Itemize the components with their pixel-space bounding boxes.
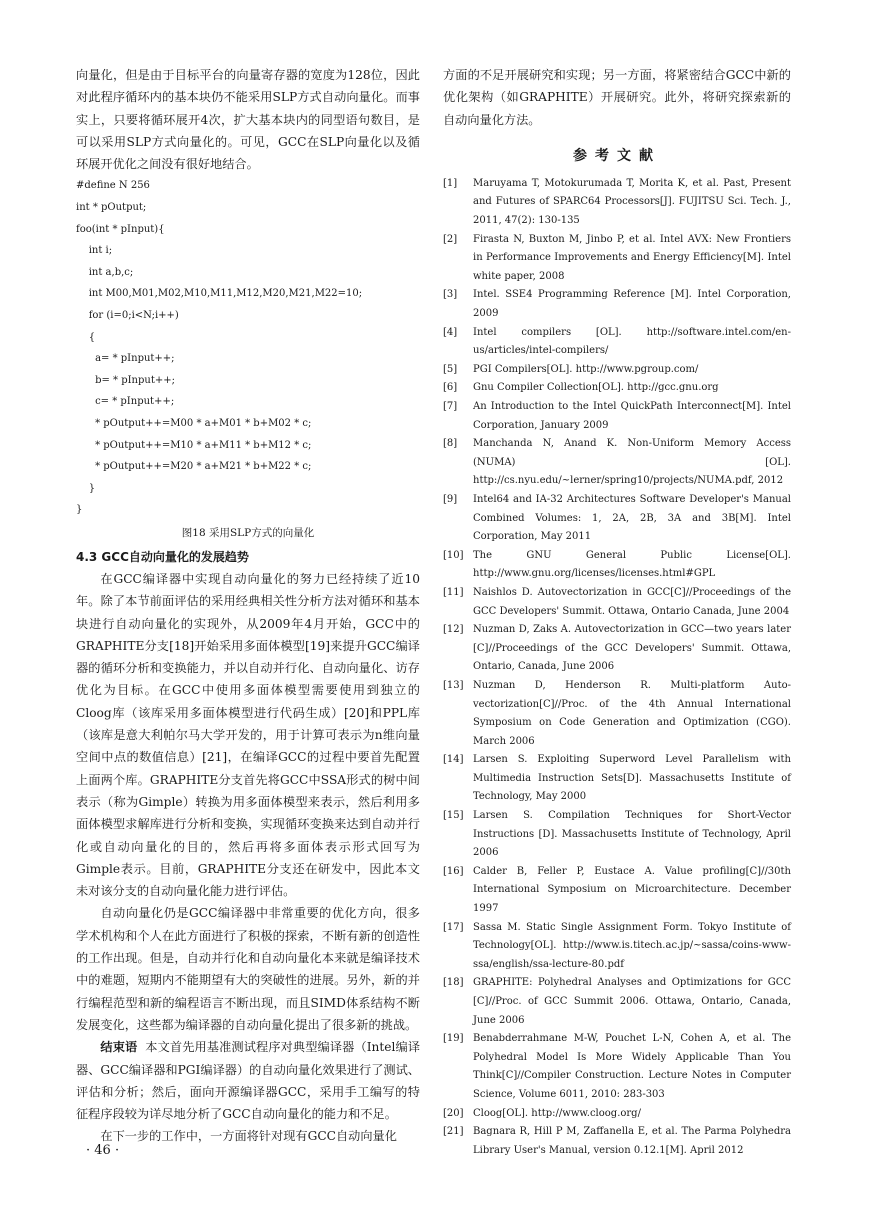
reference-number: [11] [443,586,464,598]
section-heading: 4.3 GCC自动向量化的发展趋势 [76,549,249,564]
reference-item [443,1105,791,1124]
body-paragraph-3: 在下一步的工作中，一方面将针对现有GCC自动向量化 [100,1129,397,1144]
reference-text: Nuzman D, Henderson R. Multi-platform Auto-vectorization[C]//Proc. of the 4th Annual International Symposium on Code Generation and Optimization (CGO). March 2006 [473,679,791,747]
reference-number: [4] [443,326,458,338]
reference-number: [15] [443,810,464,822]
reference-number: [16] [443,865,464,877]
reference-number: [6] [443,382,458,394]
reference-text: Nuzman D, Zaks A. Autovectorization in GCC—two years later [C]//Proceedings of the GCC Developers' Summit. Ottawa, Ontario, Canada, June 2006 [473,624,791,673]
reference-text: Maruyama T, Motokurumada T, Morita K, et al. Past, Present and Futures of SPARC64 Processors[J]. FUJITSU Sci. Tech. J., 2011, 47(2): 130-135 [473,177,791,227]
reference-number: [10] [443,549,464,561]
reference-number: [17] [443,921,464,933]
code-line: int a,b,c; [76,266,134,278]
reference-item [443,286,791,323]
reference-item [443,751,791,807]
reference-number: [7] [443,401,458,413]
reference-item [443,584,791,621]
references-title: 参考文献 [573,147,661,164]
reference-number: [12] [443,624,464,636]
reference-number: [18] [443,977,464,989]
code-line: * pOutput++=M20 * a+M21 * b+M22 * c; [76,461,312,473]
reference-item [443,1030,791,1104]
code-line: b= * pInput++; [76,374,175,386]
reference-item [443,807,791,863]
reference-item [443,398,791,435]
reference-number: [2] [443,233,458,245]
left-column [76,64,420,1148]
reference-number: [13] [443,679,464,691]
reference-text: Calder B, Feller P, Eustace A. Value profiling[C]//30th International Symposium on Microarchitecture. December 1997 [473,865,791,915]
reference-item [443,863,791,919]
reference-text: Intel64 and IA-32 Architectures Software Developer's Manual Combined Volumes: 1, 2A, 2B, 3A and 3B[M]. Intel Corporation, May 2011 [473,493,791,543]
reference-item [443,379,791,398]
conclusion-text: 本文首先用基准测试程序对典型编译器（Intel编译器、GCC编译器和PGI编译器）的自动向量化效果进行了测试、评估和分析；然后，面向开源编译器GCC，采用手工编写的特征程序段较为详尽地分析了GCC自动向量化的能力和不足。 [76,1040,421,1122]
reference-item [443,491,791,547]
reference-number: [3] [443,289,458,301]
reference-text: Cloog[OL]. http://www.cloog.org/ [473,1107,641,1119]
reference-item [443,919,791,975]
page-number: · 46 · [86,1143,120,1158]
reference-item [443,324,791,361]
reference-text: Firasta N, Buxton M, Jinbo P, et al. Intel AVX: New Frontiers in Performance Improvements and Energy Efficiency[M]. Intel white paper, 2008 [473,233,791,282]
code-line: for (i=0;i<N;i++) [76,310,179,322]
reference-text: Larsen S. Compilation Techniques for Short-Vector Instructions [D]. Massachusetts Institute of Technology, April 2006 [473,810,791,859]
reference-item [443,1123,791,1160]
reference-text: Intel. SSE4 Programming Reference [M]. Intel Corporation, 2009 [473,289,791,320]
reference-text: GRAPHITE: Polyhedral Analyses and Optimizations for GCC [C]//Proc. of GCC Summit 2006. Ottawa, Ontario, Canada, June 2006 [473,977,791,1026]
reference-text: Benabderrahmane M-W, Pouchet L-N, Cohen A, et al. The Polyhedral Model Is More Widely Applicable Than You Think[C]//Compiler Construction. Lecture Notes in Computer Science, Volume 6011, 2010: 283-303 [473,1033,791,1100]
reference-number: [19] [443,1033,464,1045]
continued-paragraph: 方面的不足开展研究和实现；另一方面，将紧密结合GCC中新的优化架构（如GRAPHITE）开展研究。此外，将研究探索新的自动向量化方法。 [443,68,791,127]
reference-number: [21] [443,1126,464,1138]
body-paragraph-2: 自动向量化仍是GCC编译器中非常重要的优化方向，很多学术机构和个人在此方面进行了积极的探索，不断有新的创造性的工作出现。但是，自动并行化和自动向量化本来就是编译技术中的难题，短期内不能期望有大的突破性的进展。另外，新的并行编程范型和新的编程语言不断出现，而且SIMD体系结构不断发展变化，这些都为编译器的自动向量化提出了很多新的挑战。 [76,906,420,1032]
reference-text: Gnu Compiler Collection[OL]. http://gcc.gnu.org [473,382,719,394]
right-column [443,64,791,1160]
reference-number: [14] [443,754,464,766]
reference-text: Intel compilers [OL]. http://software.intel.com/en-us/articles/intel-compilers/ [473,326,791,357]
reference-text: The GNU General Public License[OL]. http://www.gnu.org/licenses/licenses.html#GPL [473,549,791,580]
reference-text: Manchanda N, Anand K. Non-Uniform Memory Access (NUMA) [OL]. http://cs.nyu.edu/~lerner/spring10/projects/NUMA.pdf, 2012 [473,438,791,487]
code-line: a= * pInput++; [76,353,175,365]
reference-item [443,974,791,1030]
code-line: } [76,504,83,516]
reference-item [443,175,791,231]
conclusion-paragraph [76,1036,420,1125]
reference-number: [1] [443,177,458,189]
reference-item [443,677,791,751]
reference-text: Bagnara R, Hill P M, Zaffanella E, et al. The Parma Polyhedra Library User's Manual, version 0.12.1[M]. April 2012 [473,1126,791,1156]
conclusion-label: 结束语 [100,1040,138,1055]
code-line: int i; [76,245,113,257]
reference-item [443,361,791,380]
code-line: #define N 256 [76,180,150,192]
reference-item [443,621,791,677]
reference-number: [20] [443,1107,464,1119]
reference-number: [9] [443,493,458,505]
code-line: * pOutput++=M00 * a+M01 * b+M02 * c; [76,418,312,430]
reference-item [443,231,791,287]
code-line: c= * pInput++; [76,396,175,408]
code-line: int M00,M01,M02,M10,M11,M12,M20,M21,M22=10; [76,288,363,300]
reference-text: Naishlos D. Autovectorization in GCC[C]//Proceedings of the GCC Developers' Summit. Ottawa, Ontario Canada, June 2004 [473,586,791,617]
intro-paragraph: 向量化，但是由于目标平台的向量寄存器的宽度为128位，因此对此程序循环内的基本块仍不能采用SLP方式自动向量化。而事实上，只要将循环展开4次，扩大基本块内的同型语句数目，是可以采用SLP方式向量化的。可见，GCC在SLP向量化以及循环展开优化之间没有很好地结合。 [76,68,420,172]
reference-item [443,547,791,584]
reference-text: Larsen S. Exploiting Superword Level Parallelism with Multimedia Instruction Sets[D]. Massachusetts Institute of Technology, May 2000 [473,754,791,803]
reference-text: PGI Compilers[OL]. http://www.pgroup.com/ [473,363,699,375]
reference-number: [8] [443,438,458,450]
reference-item [443,435,791,491]
reference-list [443,175,791,1160]
reference-text: An Introduction to the Intel QuickPath Interconnect[M]. Intel Corporation, January 2009 [473,401,791,431]
reference-text: Sassa M. Static Single Assignment Form. Tokyo Institute of Technology[OL]. http://www.is.titech.ac.jp/~sassa/coins-www-ssa/english/ssa-lecture-80.pdf [473,921,791,970]
code-line: * pOutput++=M10 * a+M11 * b+M12 * c; [76,439,312,451]
code-line: { [76,331,96,343]
body-paragraph-1: 在GCC编译器中实现自动向量化的努力已经持续了近10年。除了本节前面评估的采用经典相关性分析方法对循环和基本块进行自动向量化的实现外，从2009年4月开始，GCC中的GRAPHITE分支[18]开始采用多面体模型[19]来提升GCC编译器的循环分析和变换能力，并以自动并行化、自动向量化、访存优化为目标。在GCC中使用多面体模型需要使用到独立的Cloog库（该库采用多面体模型进行代码生成）[20]和PPL库（该库是意大利帕尔马大学开发的，用于计算可表示为n维向量空间中点的数值信息）[21]，在编译GCC的过程中要首先配置上面两个库。GRAPHITE分支首先将GCC中SSA形式的树中间表示（称为Gimple）转换为用多面体模型来表示，然后利用多面体模型求解库进行分析和变换，实现循环变换来达到自动并行化或自动向量化的目的，然后再将多面体表示形式回写为Gimple表示。目前，GRAPHITE分支还在研发中，因此本文未对该分支的自动向量化能力进行评估。 [76,571,420,899]
code-line: foo(int * pInput){ [76,223,165,235]
figure-caption: 图18 采用SLP方式的向量化 [181,526,315,539]
code-line: } [76,482,96,494]
code-listing [76,175,420,521]
code-line: int * pOutput; [76,202,147,214]
reference-number: [5] [443,363,458,375]
